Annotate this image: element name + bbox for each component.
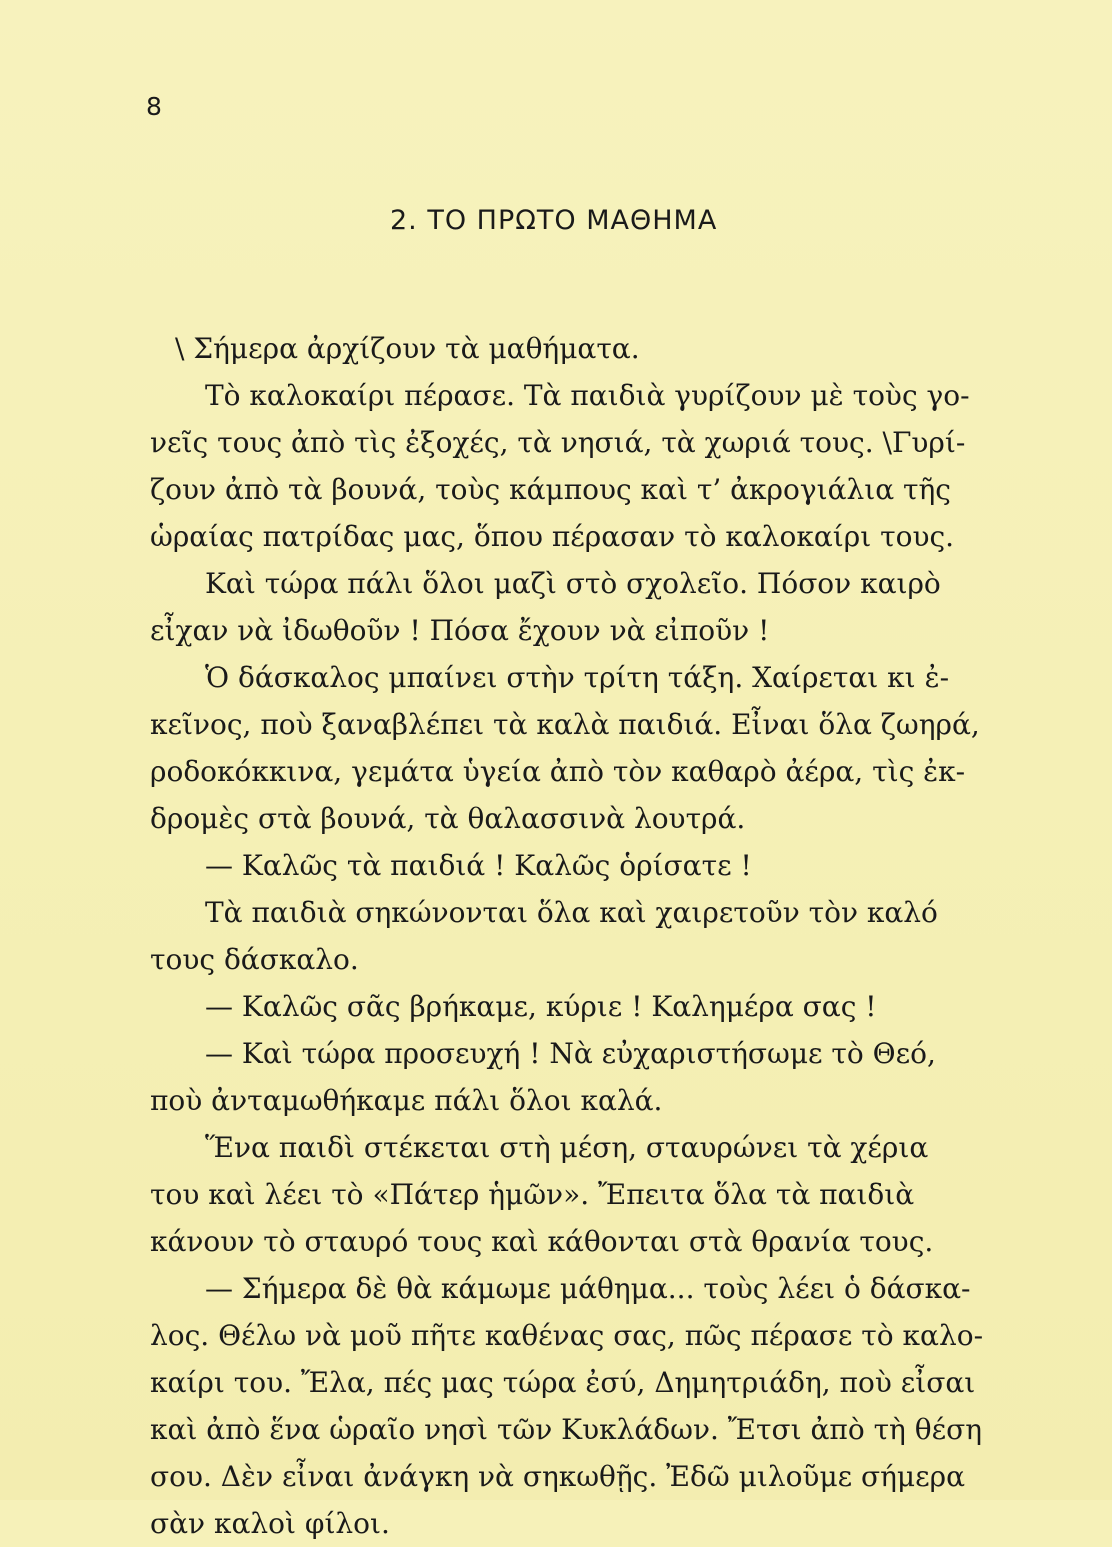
text-line: ποὺ ἀνταμωθήκαμε πάλι ὅλοι καλά. [150,1084,663,1117]
text-line: ὡραίας πατρίδας μας, ὅπου πέρασαν τὸ καλοκαίρι τους. [150,520,955,553]
text-line: — Καλῶς τὰ παιδιά ! Καλῶς ὁρίσατε ! [205,849,752,882]
text-line: καὶ ἀπὸ ἕνα ὡραῖο νησὶ τῶν Κυκλάδων. Ἔτσι ἀπὸ τὴ θέση [150,1413,982,1446]
chapter-text [150,325,1045,1547]
text-line: σου. Δὲν εἶναι ἀνάγκη νὰ σηκωθῇς. Ἐδῶ μιλοῦμε σήμερα [150,1460,966,1493]
text-line: ροδοκόκκινα, γεμάτα ὑγεία ἀπὸ τὸν καθαρὸ ἀέρα, τὶς ἐκ- [150,755,966,788]
text-line: δρομὲς στὰ βουνά, τὰ θαλασσινὰ λουτρά. [150,802,746,835]
text-line: καίρι του. Ἔλα, πές μας τώρα ἐσύ, Δημητριάδη, ποὺ εἶσαι [150,1366,976,1399]
text-line: λος. Θέλω νὰ μοῦ πῆτε καθένας σας, πῶς πέρασε τὸ καλο- [150,1319,984,1352]
text-line: σὰν καλοὶ φίλοι. [150,1507,390,1540]
text-line: τους δάσκαλο. [150,943,359,976]
text-line: κεῖνος, ποὺ ξαναβλέπει τὰ καλὰ παιδιά. Εἶναι ὅλα ζωηρά, [150,708,980,741]
text-line: — Καὶ τώρα προσευχή ! Νὰ εὐχαριστήσωμε τὸ Θεό, [205,1037,936,1070]
text-line: — Σήμερα δὲ θὰ κάμωμε μάθημα... τοὺς λέει ὁ δάσκα- [205,1272,971,1305]
text-line: Τὸ καλοκαίρι πέρασε. Τὰ παιδιὰ γυρίζουν μὲ τοὺς γο- [205,379,970,412]
text-line: εἶχαν νὰ ἰδωθοῦν ! Πόσα ἔχουν νὰ εἰποῦν ! [150,614,770,647]
text-line: Ὁ δάσκαλος μπαίνει στὴν τρίτη τάξη. Χαίρεται κι ἐ- [205,661,950,694]
text-line: κάνουν τὸ σταυρό τους καὶ κάθονται στὰ θρανία τους. [150,1225,934,1258]
text-line: του καὶ λέει τὸ «Πάτερ ἡμῶν». Ἔπειτα ὅλα τὰ παιδιὰ [150,1178,915,1211]
page-number: 8 [146,92,162,121]
chapter-title: 2. ΤΟ ΠΡΩΤΟ ΜΑΘΗΜΑ [390,205,718,236]
text-line: νεῖς τους ἀπὸ τὶς ἐξοχές, τὰ νησιά, τὰ χωριά τους. \Γυρί- [150,426,966,459]
text-line: — Καλῶς σᾶς βρήκαμε, κύριε ! Καλημέρα σας ! [205,990,877,1023]
text-line: Καὶ τώρα πάλι ὅλοι μαζὶ στὸ σχολεῖο. Πόσον καιρὸ [205,567,941,600]
text-line: \ Σήμερα ἀρχίζουν τὰ μαθήματα. [175,332,640,365]
text-line: Τὰ παιδιὰ σηκώνονται ὅλα καὶ χαιρετοῦν τὸν καλό [205,896,938,929]
text-line: Ἕνα παιδὶ στέκεται στὴ μέση, σταυρώνει τὰ χέρια [205,1131,929,1164]
text-line: ζουν ἀπὸ τὰ βουνά, τοὺς κάμπους καὶ τ’ ἀκρογιάλια τῆς [150,473,951,506]
